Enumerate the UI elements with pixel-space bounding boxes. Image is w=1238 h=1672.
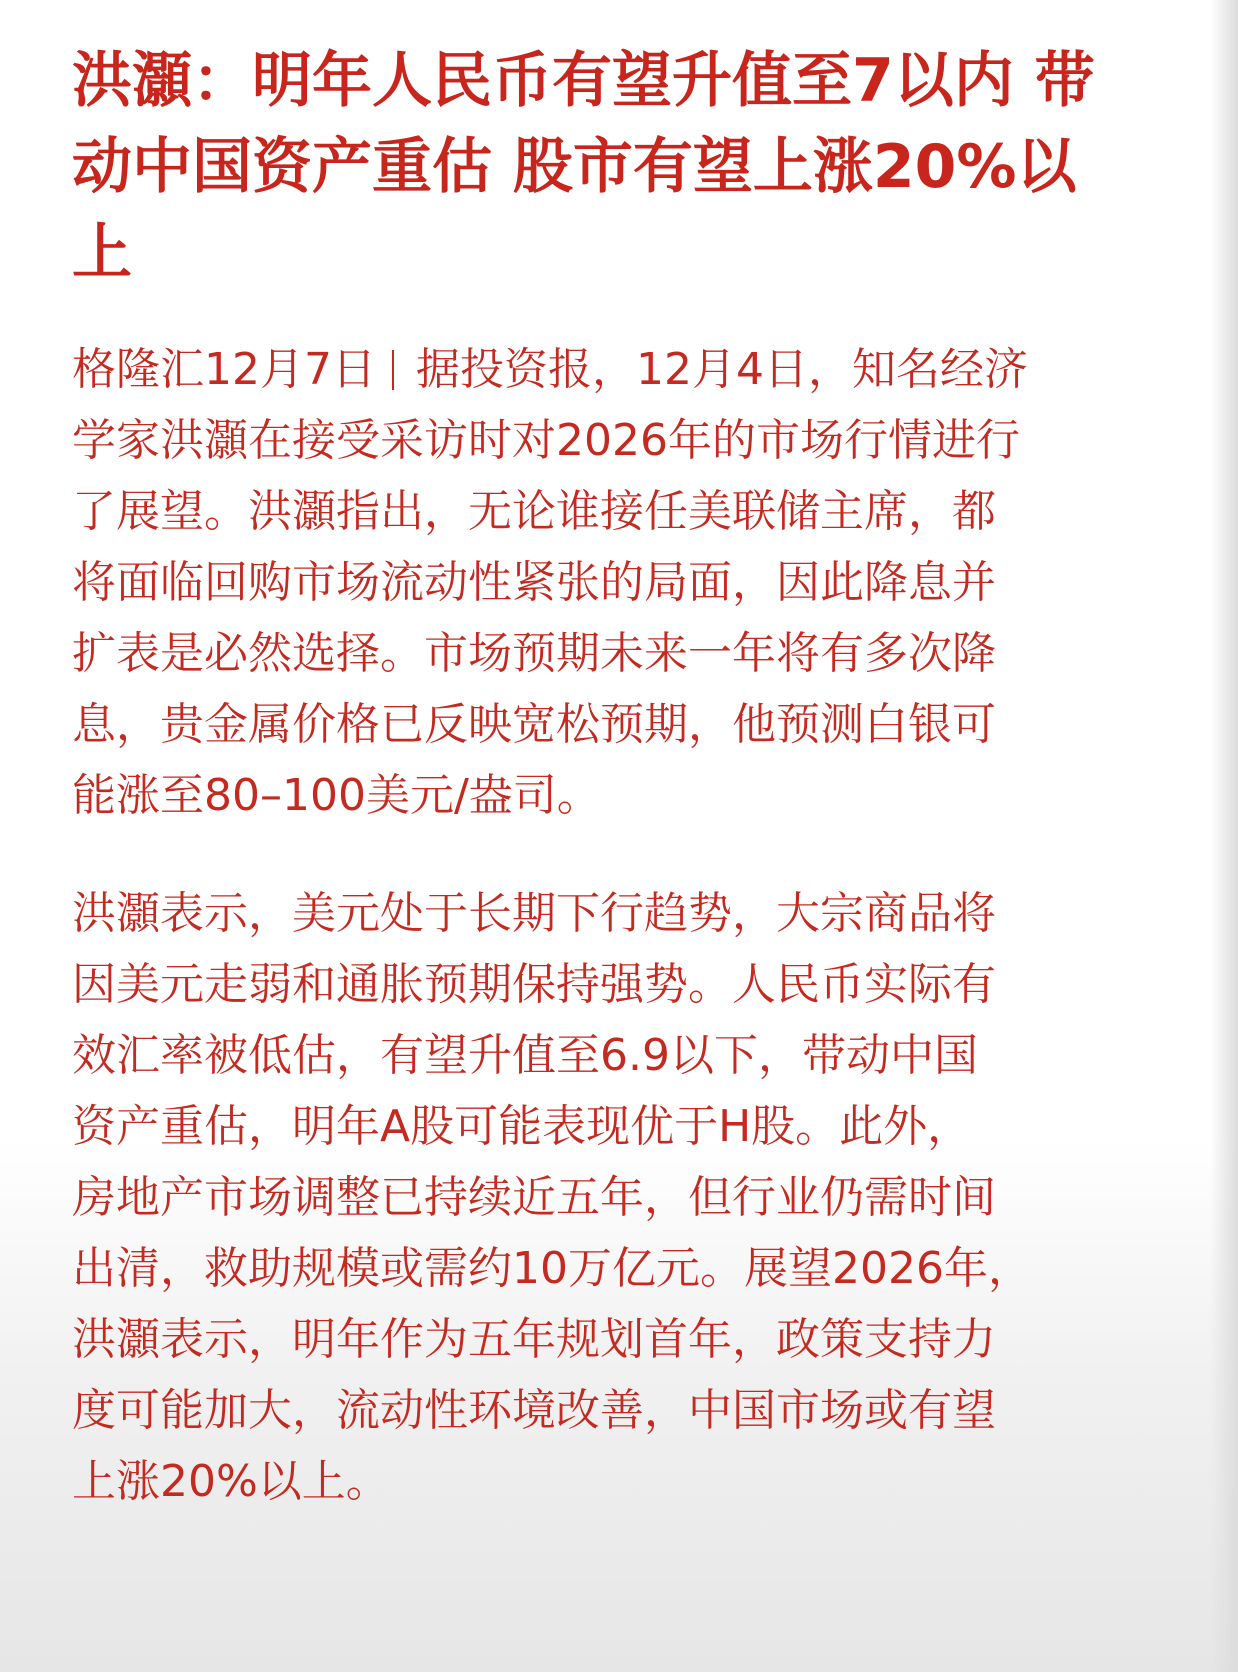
article-body [72, 38, 1172, 1517]
paragraph-2-line-4: 资产重估，明年A股可能表现优于H股。此外， [72, 1101, 972, 1152]
paragraph-2-line-7: 洪灝表示，明年作为五年规划首年，政策支持力 [72, 1314, 996, 1365]
title-line-1: 洪灝：明年人民币有望升值至7以内 带 [72, 46, 1095, 116]
title-line-2: 动中国资产重估 股市有望上涨20%以 [72, 132, 1077, 202]
paragraph-2 [72, 878, 1172, 1517]
paragraph-1-line-1-text: 据投资报，12月4日，知名经济 [415, 344, 1028, 395]
paragraph-1-line-5: 扩表是必然选择。市场预期未来一年将有多次降 [72, 628, 996, 679]
paragraph-1-line-1 [72, 334, 1172, 405]
dateline-separator [392, 350, 394, 390]
paragraph-2-line-6: 出清，救助规模或需约10万亿元。展望2026年， [72, 1243, 1032, 1294]
paragraph-2-line-3: 效汇率被低估，有望升值至6.9以下，带动中国 [72, 1030, 978, 1081]
paragraph-2-line-1: 洪灝表示，美元处于长期下行趋势，大宗商品将 [72, 888, 996, 939]
paragraph-2-line-2: 因美元走弱和通胀预期保持强势。人民币实际有 [72, 959, 996, 1010]
paragraph-2-line-5: 房地产市场调整已持续近五年，但行业仍需时间 [72, 1172, 996, 1223]
paragraph-1 [72, 334, 1172, 831]
paragraph-1-line-2: 学家洪灝在接受采访时对2026年的市场行情进行 [72, 415, 1020, 466]
paragraph-2-line-9: 上涨20%以上。 [72, 1456, 390, 1507]
article-title [72, 38, 1172, 296]
title-line-3: 上 [72, 218, 132, 288]
paragraph-1-line-3: 了展望。洪灝指出，无论谁接任美联储主席，都 [72, 486, 996, 537]
dateline-source: 格隆汇12月7日 [72, 344, 376, 395]
paragraph-1-line-6: 息，贵金属价格已反映宽松预期，他预测白银可 [72, 699, 996, 750]
paragraph-2-line-8: 度可能加大，流动性环境改善，中国市场或有望 [72, 1385, 996, 1436]
paragraph-1-line-7: 能涨至80–100美元/盎司。 [72, 770, 601, 821]
page-edge-shadow [1210, 0, 1238, 1672]
paragraph-1-line-4: 将面临回购市场流动性紧张的局面，因此降息并 [72, 557, 996, 608]
